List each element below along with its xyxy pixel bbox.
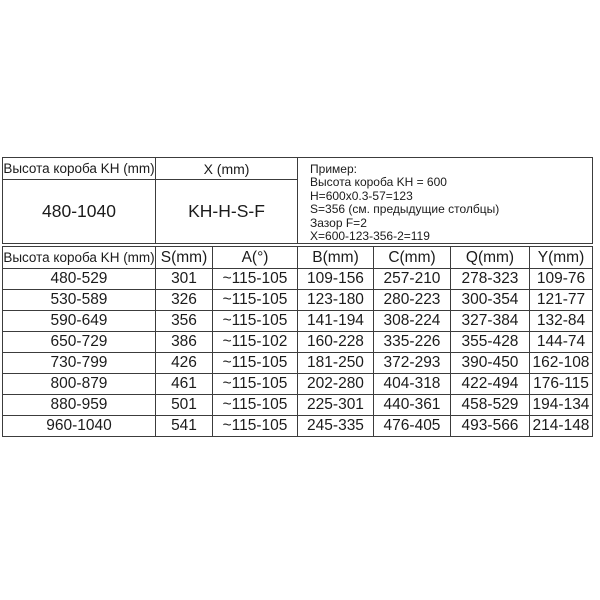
table-row [3,395,593,416]
cell-y: 214-148 [530,416,593,437]
cell-kh: 530-589 [3,290,156,311]
column-header-b: B(mm) [298,247,374,269]
cell-b: 225-301 [298,395,374,416]
table-row [3,269,593,290]
dimensions-table [2,246,593,437]
cell-y: 132-84 [530,311,593,332]
table-row [3,374,593,395]
cell-q: 300-354 [451,290,530,311]
cell-y: 176-115 [530,374,593,395]
cell-kh: 960-1040 [3,416,156,437]
kh-range-header: Высота короба KH (mm) [3,158,156,180]
cell-b: 123-180 [298,290,374,311]
cell-kh: 880-959 [3,395,156,416]
column-header-kh: Высота короба KH (mm) [3,247,156,269]
cell-s: 426 [156,353,213,374]
example-line-h: H=600x0.3-57=123 [310,188,413,203]
cell-a: ~115-102 [213,332,298,353]
cell-q: 493-566 [451,416,530,437]
cell-c: 440-361 [374,395,451,416]
cell-s: 541 [156,416,213,437]
cell-c: 257-210 [374,269,451,290]
cell-kh: 590-649 [3,311,156,332]
cell-kh: 650-729 [3,332,156,353]
x-header: X (mm) [156,158,298,180]
cell-y: 144-74 [530,332,593,353]
cell-c: 335-226 [374,332,451,353]
cell-q: 278-323 [451,269,530,290]
table-row [3,332,593,353]
cell-a: ~115-105 [213,353,298,374]
cell-kh: 730-799 [3,353,156,374]
legend-table [2,157,593,244]
column-header-s: S(mm) [156,247,213,269]
cell-s: 501 [156,395,213,416]
cell-b: 141-194 [298,311,374,332]
cell-y: 109-76 [530,269,593,290]
cell-a: ~115-105 [213,374,298,395]
column-header-row [3,247,593,269]
cell-c: 372-293 [374,353,451,374]
kh-range-value: 480-1040 [3,180,156,244]
cell-a: ~115-105 [213,416,298,437]
cell-a: ~115-105 [213,290,298,311]
cell-b: 245-335 [298,416,374,437]
cell-c: 308-224 [374,311,451,332]
example-cell [298,158,593,244]
cell-b: 109-156 [298,269,374,290]
cell-q: 458-529 [451,395,530,416]
cell-q: 327-384 [451,311,530,332]
cell-a: ~115-105 [213,311,298,332]
cell-y: 121-77 [530,290,593,311]
legend-header-row [3,158,593,180]
cell-q: 390-450 [451,353,530,374]
cell-b: 202-280 [298,374,374,395]
cell-s: 301 [156,269,213,290]
column-header-y: Y(mm) [530,247,593,269]
example-line-x: X=600-123-356-2=119 [310,229,430,244]
table-row [3,353,593,374]
cell-y: 194-134 [530,395,593,416]
column-header-q: Q(mm) [451,247,530,269]
table-row [3,311,593,332]
table-row [3,290,593,311]
cell-a: ~115-105 [213,269,298,290]
example-line-title: Пример: [310,162,357,176]
x-formula-value: KH-H-S-F [156,180,298,244]
cell-s: 326 [156,290,213,311]
cell-kh: 800-879 [3,374,156,395]
example-line-f: Зазор F=2 [310,215,367,230]
example-line-s: S=356 (см. предыдущие столбцы) [310,202,500,217]
table-row [3,416,593,437]
cell-b: 160-228 [298,332,374,353]
column-header-a: A(°) [213,247,298,269]
cell-kh: 480-529 [3,269,156,290]
cell-s: 386 [156,332,213,353]
cell-q: 422-494 [451,374,530,395]
example-line-kh: Высота короба KH = 600 [310,175,447,190]
spec-sheet [2,157,593,437]
cell-q: 355-428 [451,332,530,353]
cell-s: 461 [156,374,213,395]
cell-c: 404-318 [374,374,451,395]
cell-b: 181-250 [298,353,374,374]
cell-c: 476-405 [374,416,451,437]
column-header-c: C(mm) [374,247,451,269]
cell-c: 280-223 [374,290,451,311]
cell-a: ~115-105 [213,395,298,416]
cell-y: 162-108 [530,353,593,374]
cell-s: 356 [156,311,213,332]
